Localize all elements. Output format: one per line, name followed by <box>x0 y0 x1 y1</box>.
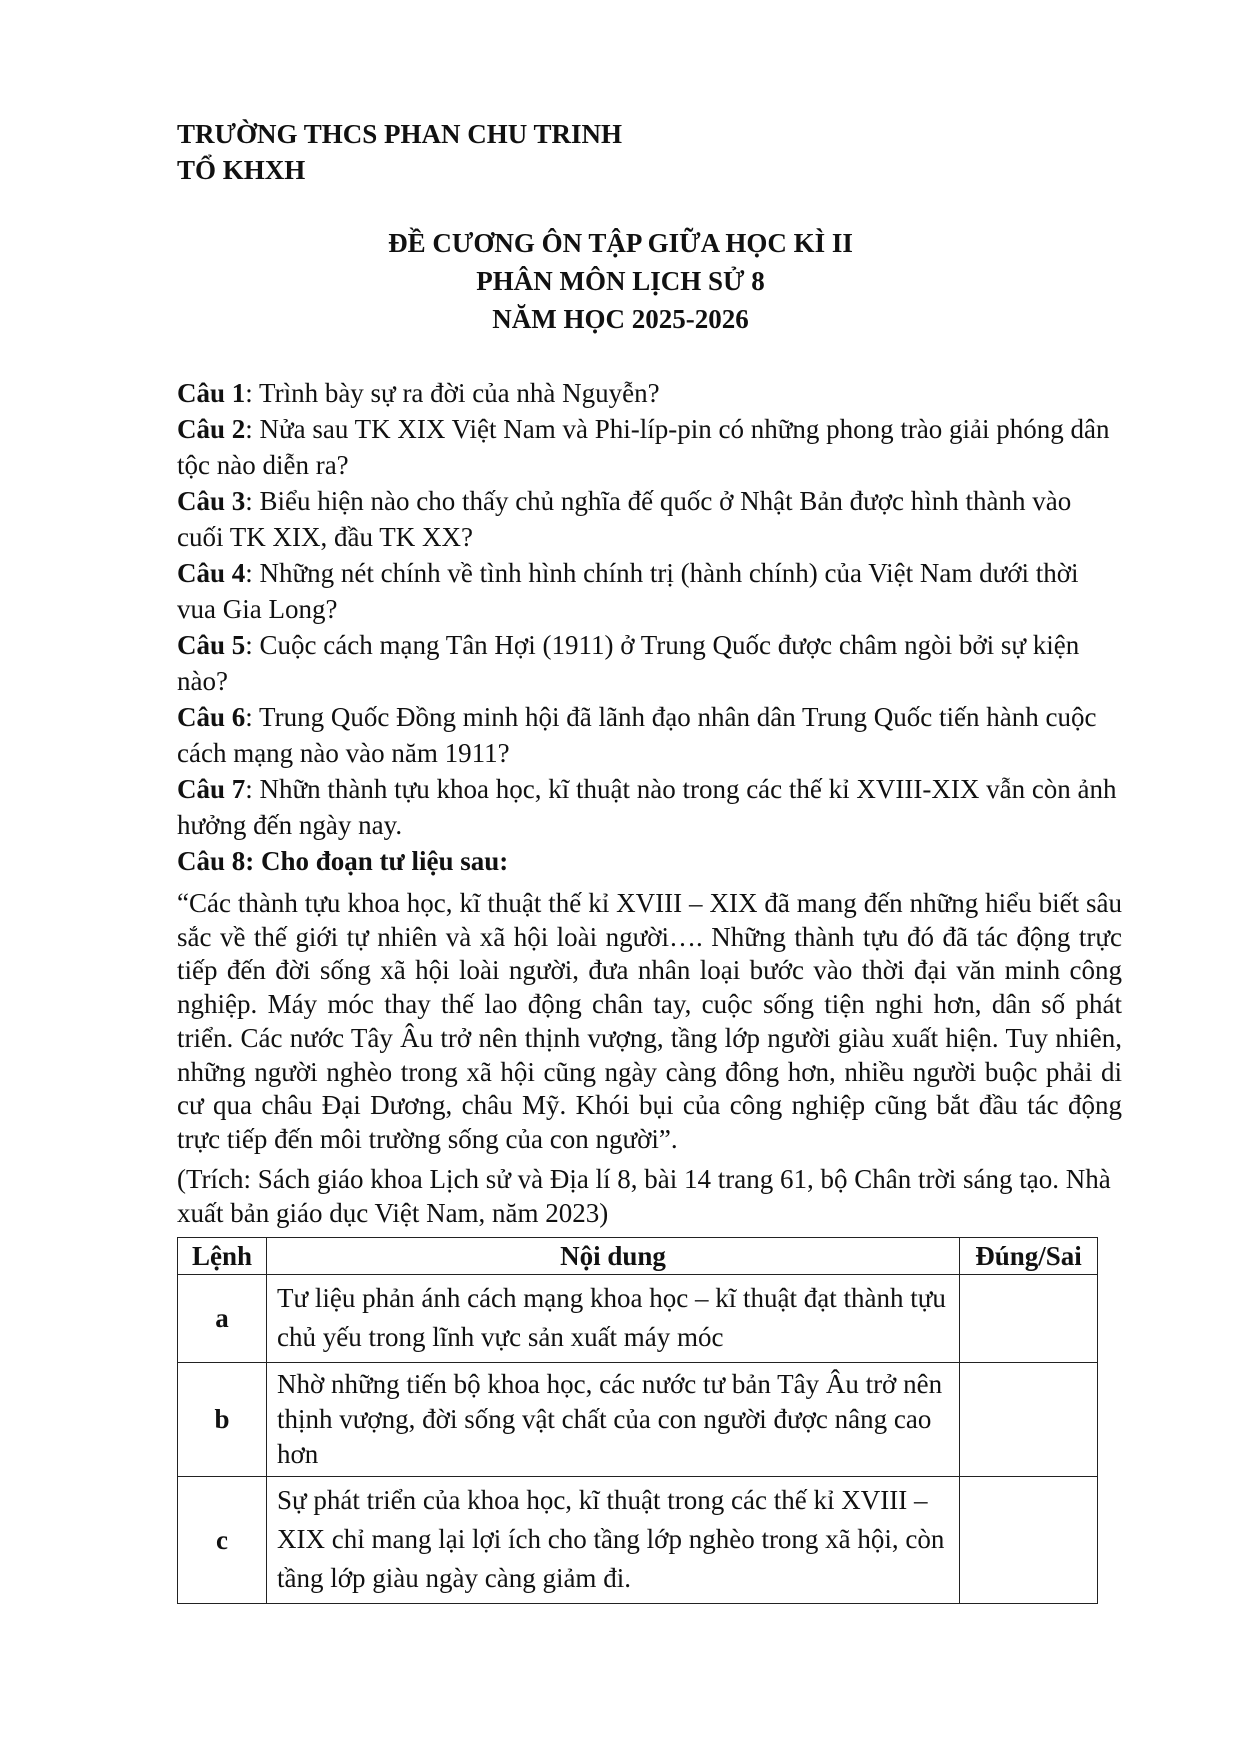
question-text: : Trung Quốc Đồng minh hội đã lãnh đạo nhân dân Trung Quốc tiến hành cuộc cách mạng nào vào năm 1911? <box>177 702 1097 768</box>
table-row <box>178 1363 1098 1477</box>
question-text: : Biểu hiện nào cho thấy chủ nghĩa đế quốc ở Nhật Bản được hình thành vào cuối TK XIX, đầu TK XX? <box>177 486 1072 552</box>
question-label: Câu 4 <box>177 558 246 588</box>
document-title: ĐỀ CƯƠNG ÔN TẬP GIỮA HỌC KÌ II <box>388 228 853 258</box>
true-false-table <box>177 1237 1098 1604</box>
answer-cell[interactable] <box>960 1275 1098 1363</box>
question-label: Câu 2 <box>177 414 246 444</box>
row-command: b <box>178 1363 267 1477</box>
table-row <box>178 1477 1098 1604</box>
document-school-year: NĂM HỌC 2025-2026 <box>492 304 749 334</box>
answer-cell[interactable] <box>960 1477 1098 1604</box>
question-label: Câu 7 <box>177 774 246 804</box>
table-header-row <box>178 1238 1098 1275</box>
question-text: : Những nét chính về tình hình chính trị (hành chính) của Việt Nam dưới thời vua Gia Long? <box>177 558 1079 624</box>
row-command: c <box>178 1477 267 1604</box>
question-6 <box>177 699 1122 771</box>
question-8 <box>177 843 1122 879</box>
header-answer: Đúng/Sai <box>960 1238 1098 1275</box>
question-label: Câu 5 <box>177 630 246 660</box>
question-label: Câu 8: Cho đoạn tư liệu sau: <box>177 846 509 876</box>
department-name: TỔ KHXH <box>177 155 306 185</box>
row-content: Nhờ những tiến bộ khoa học, các nước tư bản Tây Âu trở nên thịnh vượng, đời sống vật chất của con người được nâng cao hơn <box>267 1363 960 1477</box>
header-content: Nội dung <box>267 1238 960 1275</box>
question-text: : Nhữn thành tựu khoa học, kĩ thuật nào trong các thế kỉ XVIII-XIX vẫn còn ảnh hưởng đến ngày nay. <box>177 774 1117 840</box>
question-label: Câu 1 <box>177 378 246 408</box>
question-3 <box>177 483 1122 555</box>
school-header <box>177 116 622 188</box>
question-2 <box>177 411 1122 483</box>
question-label: Câu 6 <box>177 702 246 732</box>
question-label: Câu 3 <box>177 486 246 516</box>
school-name: TRƯỜNG THCS PHAN CHU TRINH <box>177 119 623 149</box>
question-text: : Nửa sau TK XIX Việt Nam và Phi-líp-pin có những phong trào giải phóng dân tộc nào diễn ra? <box>177 414 1110 480</box>
question-text: : Trình bày sự ra đời của nhà Nguyễn? <box>245 378 660 408</box>
question-5 <box>177 627 1122 699</box>
document-title-block <box>0 224 1241 338</box>
question-7 <box>177 771 1122 843</box>
row-content: Tư liệu phản ánh cách mạng khoa học – kĩ thuật đạt thành tựu chủ yếu trong lĩnh vực sản xuất máy móc <box>267 1275 960 1363</box>
question-text: : Cuộc cách mạng Tân Hợi (1911) ở Trung Quốc được châm ngòi bởi sự kiện nào? <box>177 630 1080 696</box>
question-4 <box>177 555 1122 627</box>
excerpt-citation: (Trích: Sách giáo khoa Lịch sử và Địa lí 8, bài 14 trang 61, bộ Chân trời sáng tạo. Nhà xuất bản giáo dục Việt Nam, năm 2023) <box>177 1164 1111 1228</box>
table-row <box>178 1275 1098 1363</box>
source-excerpt: “Các thành tựu khoa học, kĩ thuật thế kỉ XVIII – XIX đã mang đến những hiểu biết sâu sắc về thế giới tự nhiên và xã hội loài người…. Những thành tựu đó đã tác động trực tiếp đến đời sống xã hội loài người, đưa nhân loại bước vào thời đại văn minh công nghiệp. Máy móc thay thế lao động chân tay, cuộc sống tiện nghi hơn, dân số phát triển. Các nước Tây Âu trở nên thịnh vượng, tầng lớp người giàu xuất hiện. Tuy nhiên, những người nghèo trong xã hội cũng ngày càng đông hơn, nhiều người buộc phải di cư qua châu Đại Dương, châu Mỹ. Khói bụi của công nghiệp cũng bắt đầu tác động trực tiếp đến môi trường sống của con người”. <box>177 888 1122 1154</box>
answer-cell[interactable] <box>960 1363 1098 1477</box>
question-1 <box>177 375 1122 411</box>
header-command: Lệnh <box>178 1238 267 1275</box>
document-subject: PHÂN MÔN LỊCH SỬ 8 <box>476 266 765 296</box>
row-content: Sự phát triển của khoa học, kĩ thuật trong các thế kỉ XVIII – XIX chỉ mang lại lợi ích cho tầng lớp nghèo trong xã hội, còn tầng lớp giàu ngày càng giảm đi. <box>267 1477 960 1604</box>
row-command: a <box>178 1275 267 1363</box>
